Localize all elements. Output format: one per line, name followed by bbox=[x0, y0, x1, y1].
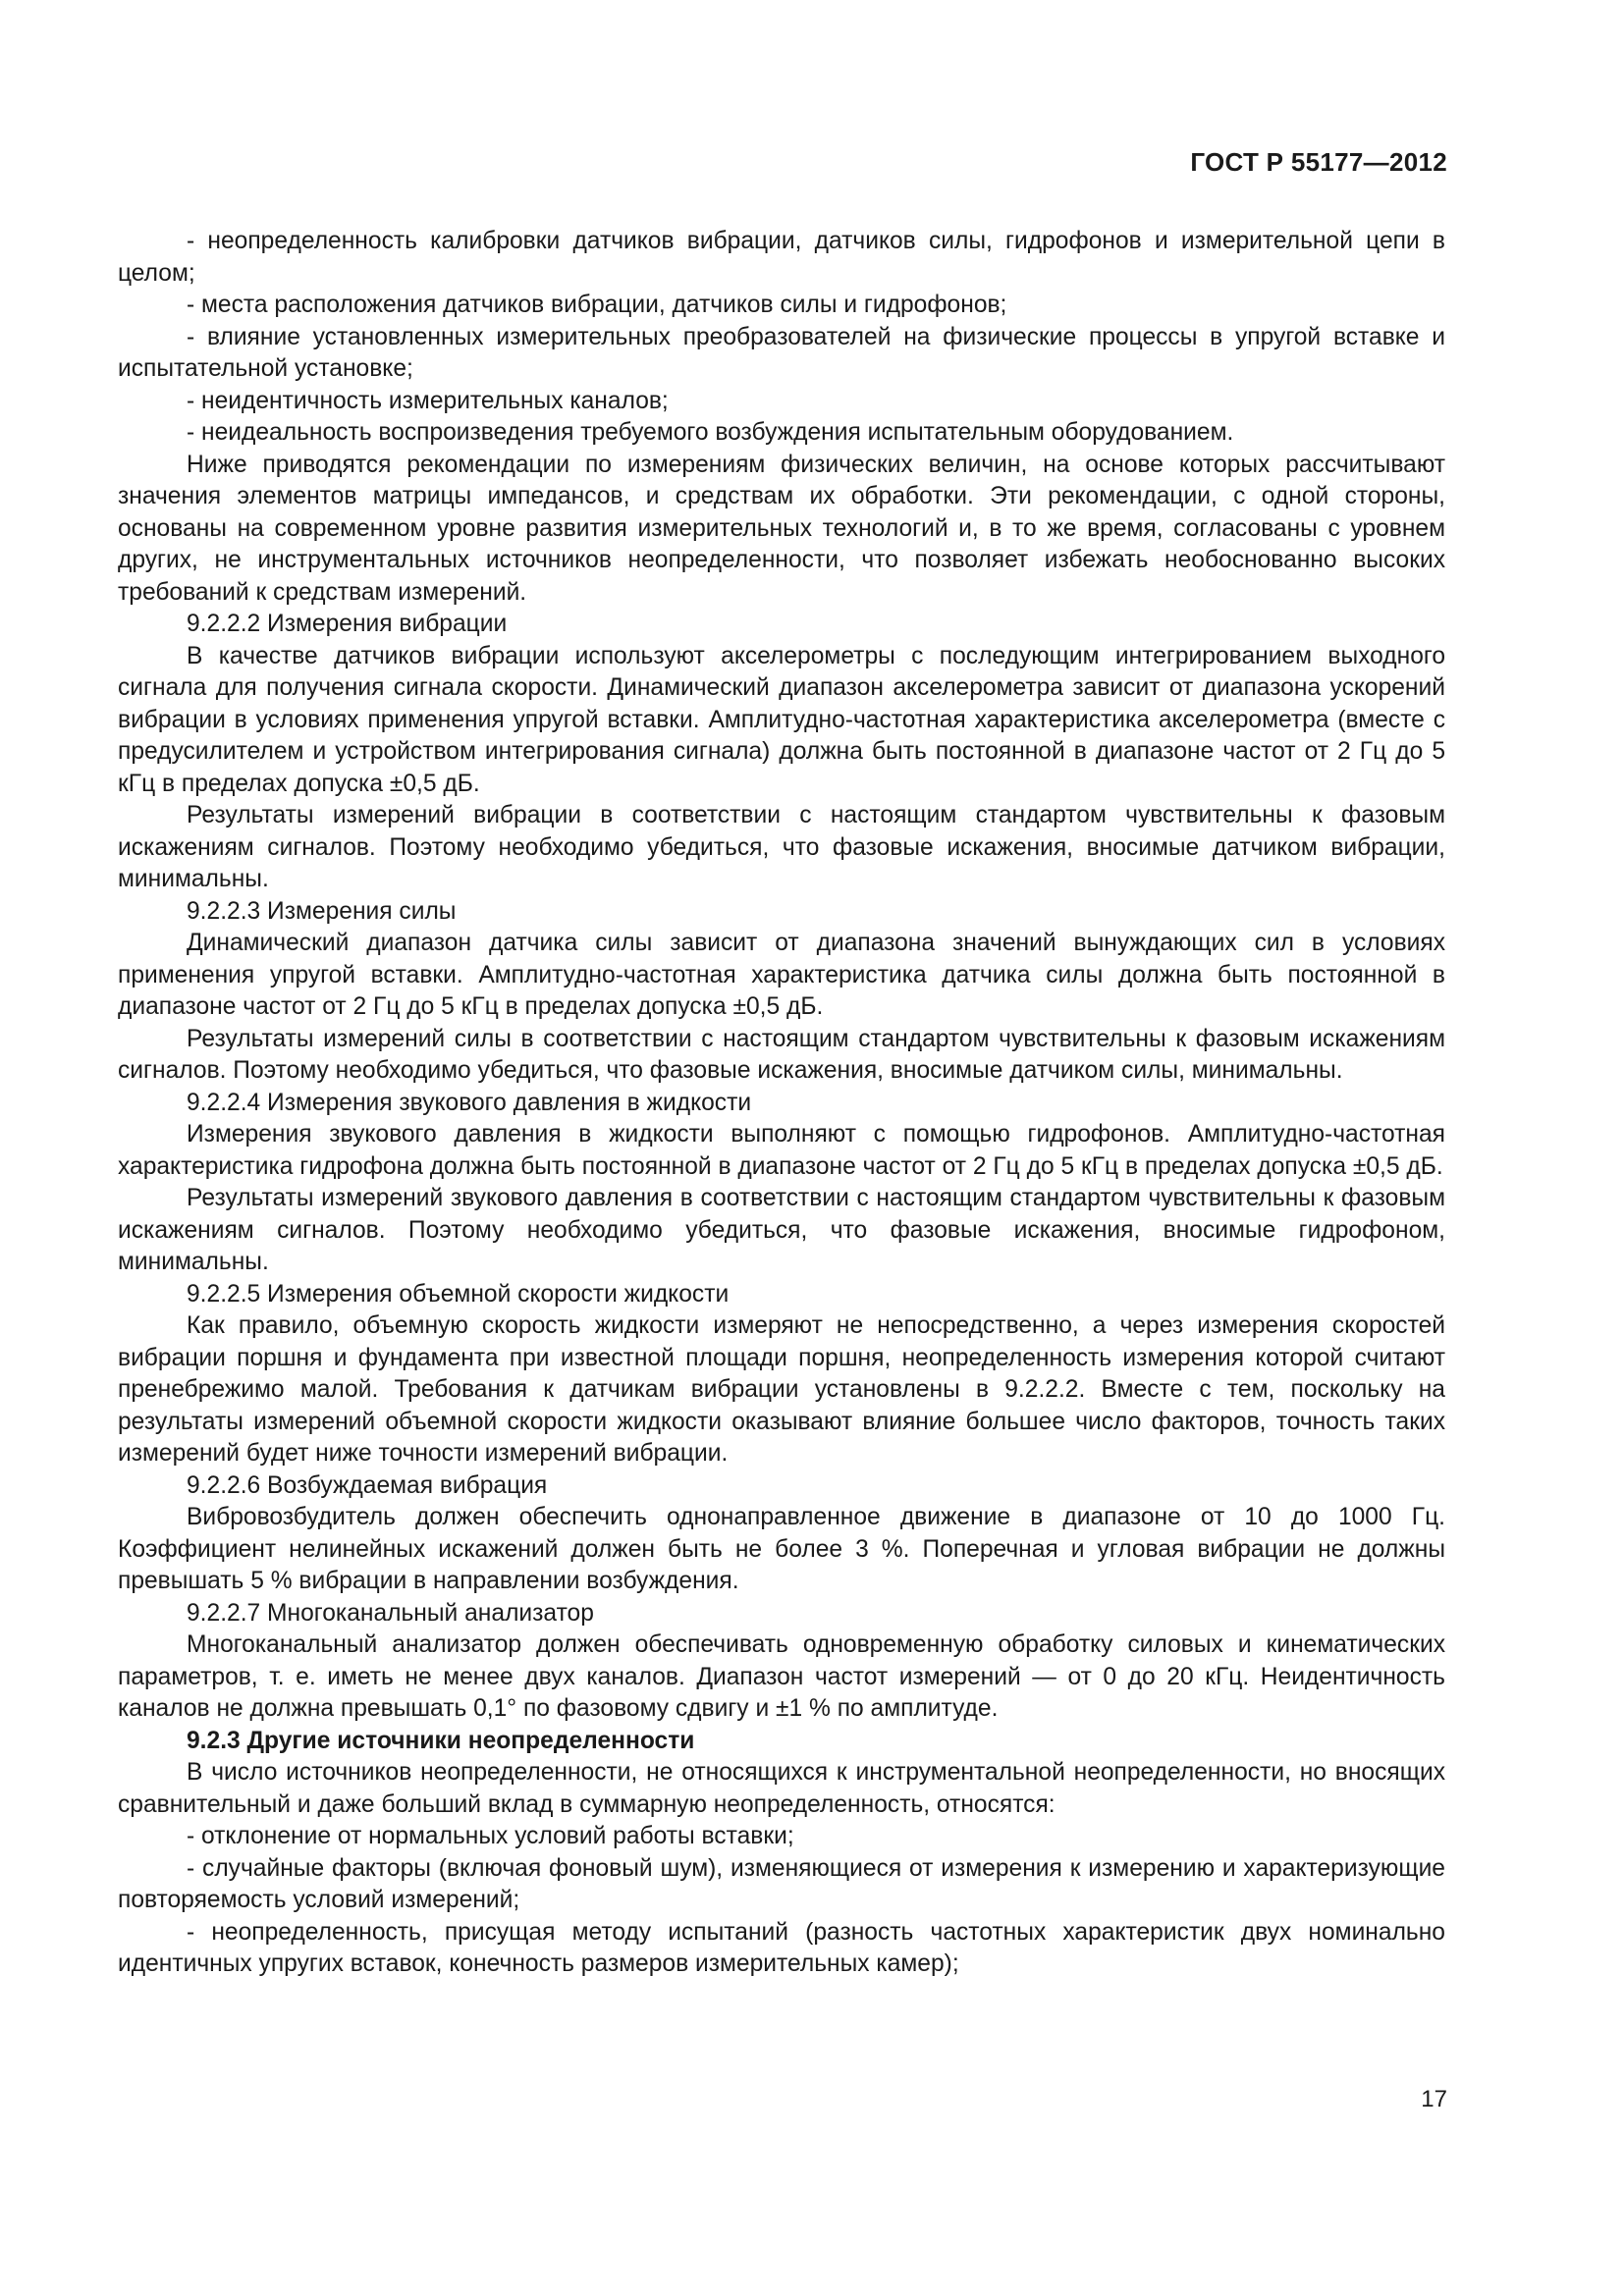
section-heading: 9.2.2.4 Измерения звукового давления в жидкости bbox=[187, 1089, 752, 1116]
paragraph: Измерения звукового давления в жидкости выполняют с помощью гидрофонов. Амплитудно-частотная характеристика гидрофона должна быть постоянной в диапазоне частот от 2 Гц до 5 кГц в пределах допуска ±0,5 дБ. bbox=[118, 1121, 1445, 1180]
paragraph: - отклонение от нормальных условий работы вставки; bbox=[187, 1823, 794, 1849]
paragraph: Многоканальный анализатор должен обеспечивать одновременную обработку силовых и кинематических параметров, т. е. иметь не менее двух каналов. Диапазон частот измерений — от 0 до 20 кГц. Неидентичность каналов не должна превышать 0,1° по фазовому сдвигу и ±1 % по амплитуде. bbox=[118, 1631, 1445, 1722]
paragraph: В качестве датчиков вибрации используют акселерометры с последующим интегрированием выходного сигнала для получения сигнала скорости. Динамический диапазон акселерометра зависит от диапазона ускорений вибрации в условиях применения упругой вставки. Амплитудно-частотная характеристика акселерометра (вместе с предусилителем и устройством интегрирования сигнала) должна быть постоянной в диапазоне частот от 2 Гц до 5 кГц в пределах допуска ±0,5 дБ. bbox=[118, 642, 1445, 797]
paragraph: Результаты измерений силы в соответствии с настоящим стандартом чувствительны к фазовым искажениям сигналов. Поэтому необходимо убедиться, что фазовые искажения, вносимые датчиком силы, минимальны. bbox=[118, 1025, 1445, 1084]
paragraph: - неопределенность калибровки датчиков вибрации, датчиков силы, гидрофонов и измерительной цепи в целом; bbox=[118, 228, 1445, 287]
document-id-header: ГОСТ Р 55177—2012 bbox=[1190, 147, 1447, 177]
section-heading: 9.2.2.6 Возбуждаемая вибрация bbox=[187, 1471, 548, 1499]
paragraph: Ниже приводятся рекомендации по измерениям физических величин, на основе которых рассчитывают значения элементов матрицы импедансов, и средствам их обработки. Эти рекомендации, с одной стороны, основаны на современном уровне развития измерительных технологий и, в то же время, согласованы с уровнем других, не инструментальных источников неопределенности, что позволяет избежать необоснованно высоких требований к средствам измерений. bbox=[118, 451, 1445, 606]
section-heading: 9.2.2.7 Многоканальный анализатор bbox=[187, 1599, 594, 1627]
paragraph: В число источников неопределенности, не относящихся к инструментальной неопределенности, но вносящих сравнительный и даже больший вклад в суммарную неопределенность, относятся: bbox=[118, 1759, 1445, 1818]
paragraph: Как правило, объемную скорость жидкости измеряют не непосредственно, а через измерения скоростей вибрации поршня и фундамента при известной площади поршня, неопределенность измерения которой считают пренебрежимо малой. Требования к датчикам вибрации установлены в 9.2.2.2. Вместе с тем, поскольку на результаты измерений объемной скорости жидкости оказывают влияние большее число факторов, точность таких измерений будет ниже точности измерений вибрации. bbox=[118, 1312, 1445, 1467]
paragraph: - влияние установленных измерительных преобразователей на физические процессы в упругой вставке и испытательной установке; bbox=[118, 323, 1445, 382]
document-body bbox=[118, 226, 1445, 1981]
paragraph: - случайные факторы (включая фоновый шум), изменяющиеся от измерения к измерению и характеризующие повторяемость условий измерений; bbox=[118, 1854, 1445, 1913]
paragraph: - места расположения датчиков вибрации, датчиков силы и гидрофонов; bbox=[187, 292, 1007, 318]
paragraph: - неопределенность, присущая методу испытаний (разность частотных характеристик двух номинально идентичных упругих вставок, конечность размеров измерительных камер); bbox=[118, 1918, 1445, 1977]
page-number: 17 bbox=[1421, 2086, 1447, 2112]
paragraph: - неидеальность воспроизведения требуемого возбуждения испытательным оборудованием. bbox=[187, 419, 1234, 446]
section-heading: 9.2.2.3 Измерения силы bbox=[187, 897, 457, 925]
paragraph: Вибровозбудитель должен обеспечить однонаправленное движение в диапазоне от 10 до 1000 Гц. Коэффициент нелинейных искажений должен быть не более 3 %. Поперечная и угловая вибрации не должны превышать 5 % вибрации в направлении возбуждения. bbox=[118, 1504, 1445, 1594]
paragraph: Результаты измерений вибрации в соответствии с настоящим стандартом чувствительны к фазовым искажениям сигналов. Поэтому необходимо убедиться, что фазовые искажения, вносимые датчиком вибрации, минимальны. bbox=[118, 802, 1445, 892]
paragraph: - неидентичность измерительных каналов; bbox=[187, 387, 669, 414]
paragraph: Результаты измерений звукового давления в соответствии с настоящим стандартом чувствительны к фазовым искажениям сигналов. Поэтому необходимо убедиться, что фазовые искажения, вносимые гидрофоном, минимальны. bbox=[118, 1185, 1445, 1275]
section-heading-bold: 9.2.3 Другие источники неопределенности bbox=[187, 1727, 695, 1754]
section-heading: 9.2.2.2 Измерения вибрации bbox=[187, 611, 508, 637]
section-heading: 9.2.2.5 Измерения объемной скорости жидкости bbox=[187, 1280, 730, 1308]
paragraph: Динамический диапазон датчика силы зависит от диапазона значений вынуждающих сил в условиях применения упругой вставки. Амплитудно-частотная характеристика датчика силы должна быть постоянной в диапазоне частот от 2 Гц до 5 кГц в пределах допуска ±0,5 дБ. bbox=[118, 930, 1445, 1020]
